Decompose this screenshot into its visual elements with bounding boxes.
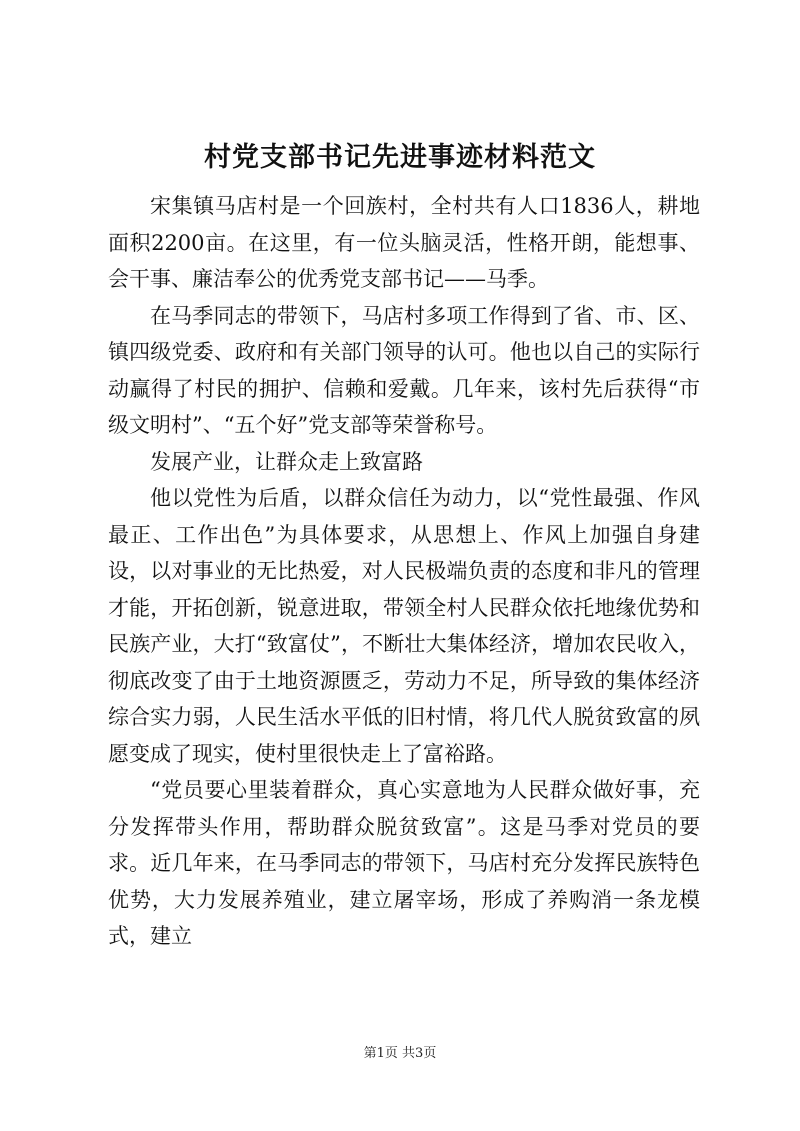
page-footer: 第1页 共3页 <box>363 1046 437 1061</box>
document-title: 村党支部书记先进事迹材料范文 <box>204 142 596 173</box>
paragraph-intro: 宋集镇马店村是一个回族村，全村共有人口1836人，耕地面积2200亩。在这里，有一位头脑灵活，性格开朗，能想事、会干事、廉洁奉公的优秀党支部书记——马季。 <box>108 194 700 291</box>
paragraph-party-members: “党员要心里装着群众，真心实意地为人民群众做好事，充分发挥带头作用，帮助群众脱贫致富”。这是马季对党员的要求。近几年来，在马季同志的带领下，马店村充分发挥民族特色优势，大力发展养殖业，建立屠宰场，形成了养购消一条龙模式，建立 <box>108 778 700 948</box>
paragraph-development: 他以党性为后盾，以群众信任为动力，以“党性最强、作风最正、工作出色”为具体要求，从思想上、作风上加强自身建设，以对事业的无比热爱，对人民极端负责的态度和非凡的管理才能，开拓创新，锐意进取，带领全村人民群众依托地缘优势和民族产业，大打“致富仗”，不断壮大集体经济，增加农民收入，彻底改变了由于土地资源匮乏，劳动力不足，所导致的集体经济综合实力弱，人民生活水平低的旧村情，将几代人脱贫致富的夙愿变成了现实，使村里很快走上了富裕路。 <box>108 486 700 766</box>
section-heading: 发展产业，让群众走上致富路 <box>150 449 423 474</box>
paragraph-achievements: 在马季同志的带领下，马店村多项工作得到了省、市、区、镇四级党委、政府和有关部门领导的认可。他也以自己的实际行动赢得了村民的拥护、信赖和爱戴。几年来，该村先后获得“市级文明村”、“五个好”党支部等荣誉称号。 <box>108 303 700 437</box>
document-body <box>108 188 700 955</box>
